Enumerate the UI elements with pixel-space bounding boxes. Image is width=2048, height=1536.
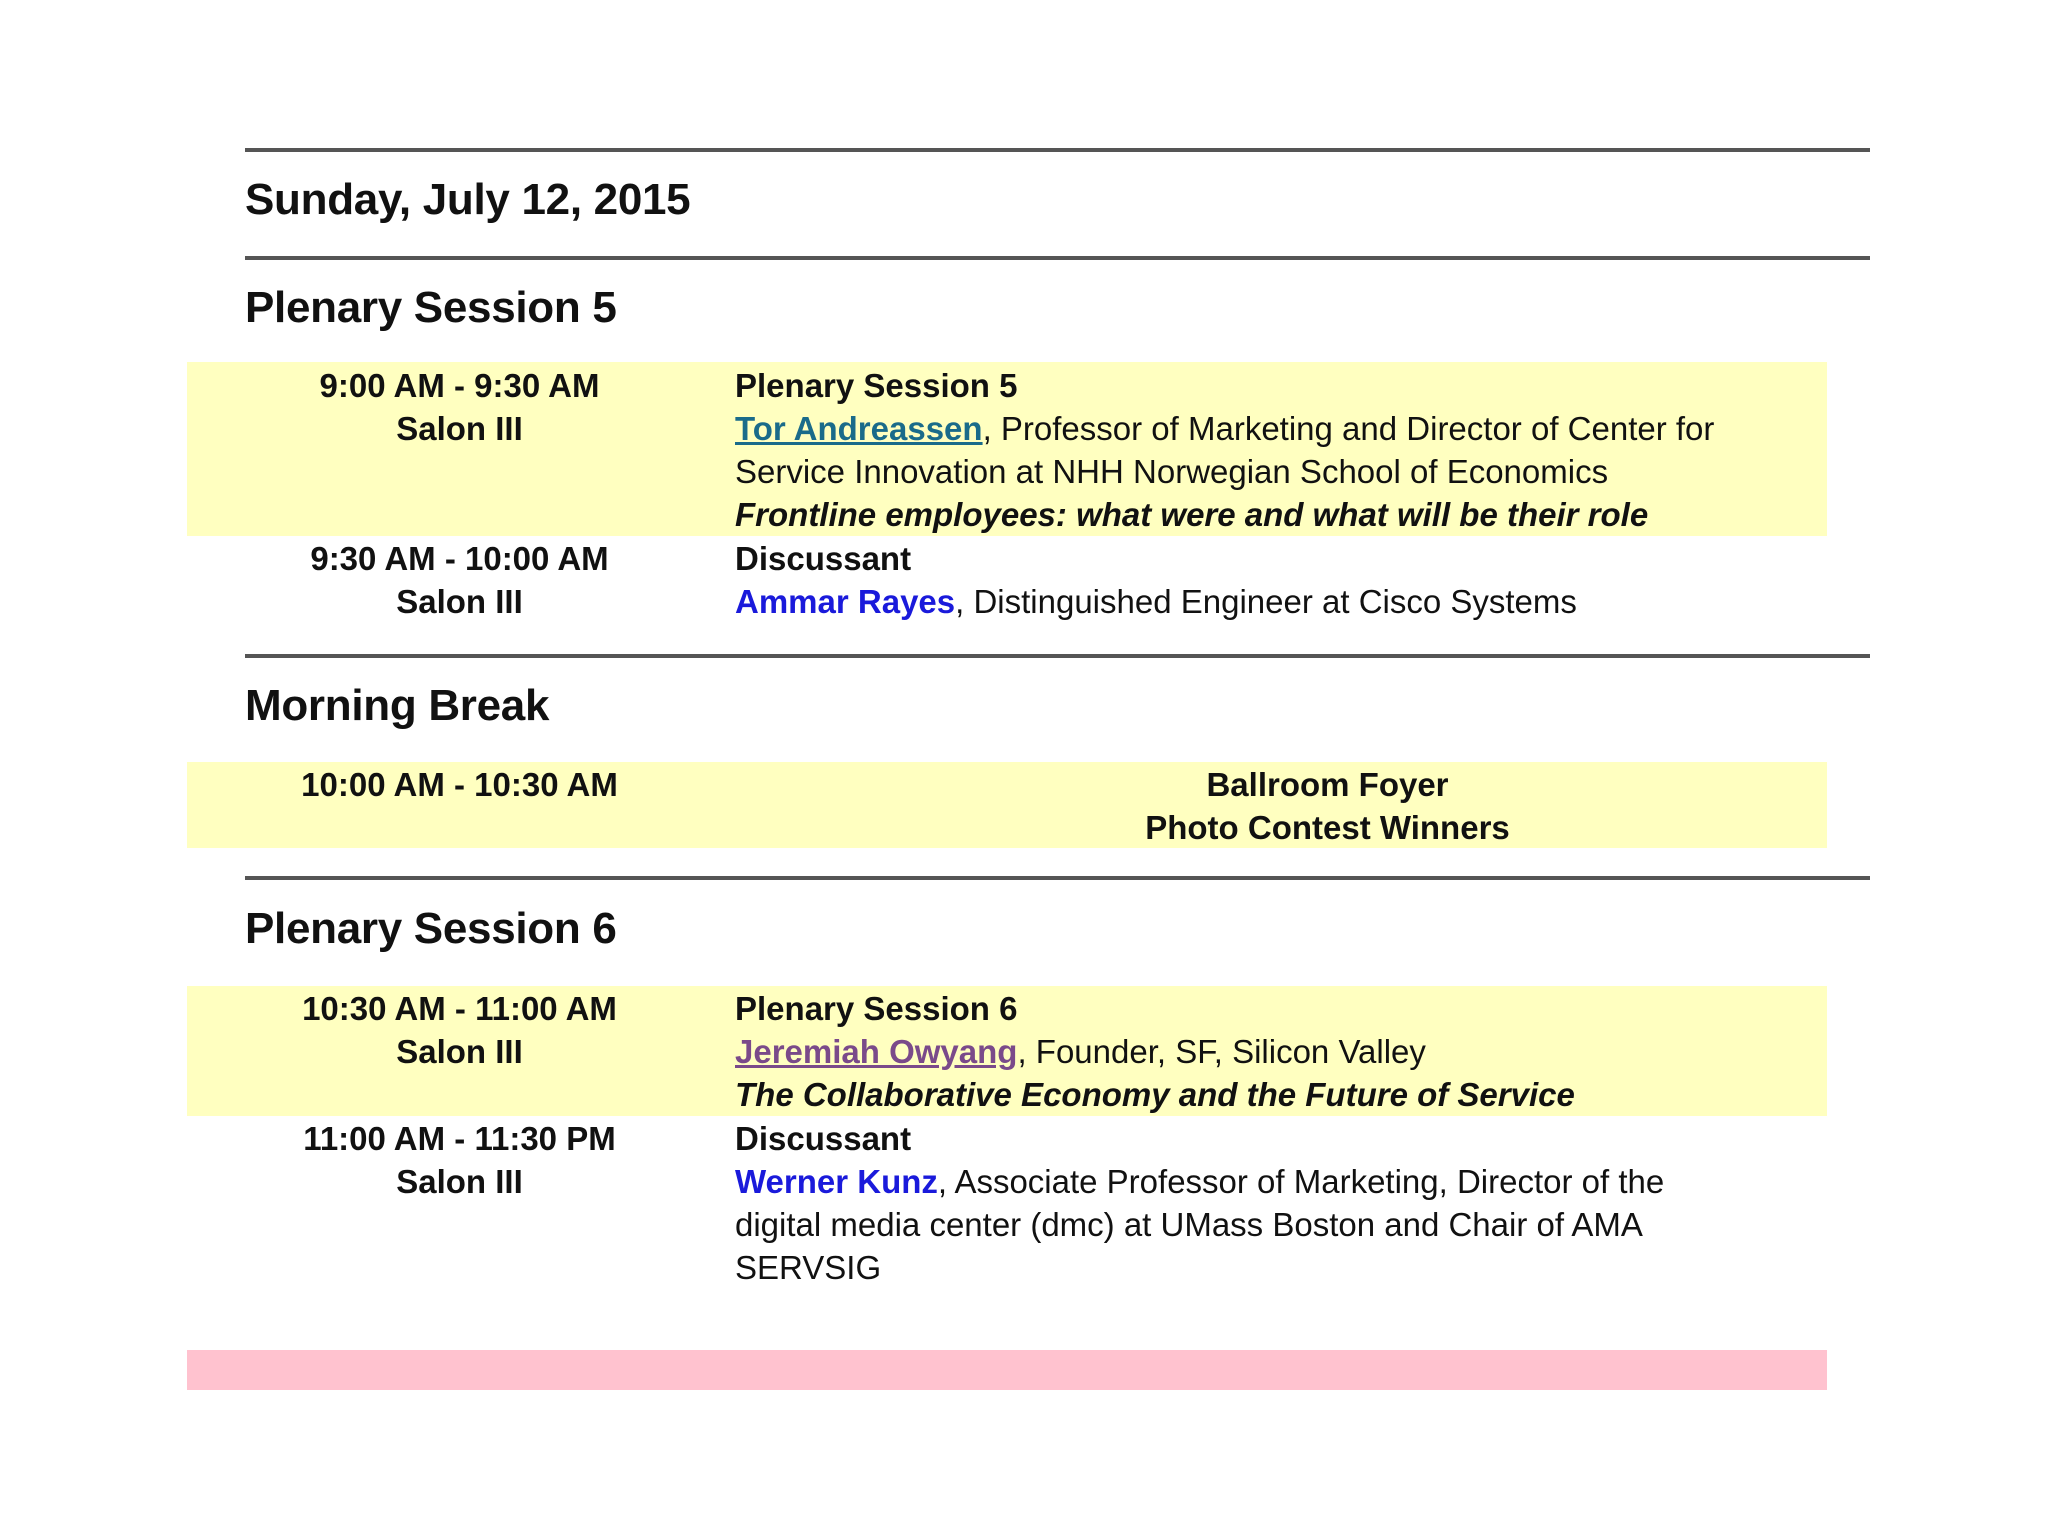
speaker-link-jeremiah-owyang[interactable]: Jeremiah Owyang (735, 1033, 1018, 1070)
session-title: Plenary Session 6 (735, 990, 1018, 1027)
speaker-affiliation: , Associate Professor of Marketing, Director of the (937, 1163, 1665, 1200)
session-title: Discussant (735, 540, 912, 577)
detail-cell (735, 987, 1820, 1116)
speaker-link-ammar-rayes[interactable]: Ammar Rayes (735, 583, 956, 620)
section-heading-plenary-5: Plenary Session 5 (245, 283, 617, 332)
footer-band (187, 1350, 1827, 1390)
room-label: Salon III (396, 410, 523, 447)
speaker-affiliation: , Founder, SF, Silicon Valley (1017, 1033, 1426, 1070)
detail-cell (735, 1117, 1820, 1289)
speaker-affiliation: , Professor of Marketing and Director of Center for (982, 410, 1715, 447)
time-cell (187, 987, 732, 1073)
room-label: Salon III (396, 583, 523, 620)
speaker-line (735, 580, 1820, 623)
speaker-line (735, 407, 1820, 450)
time-range: 9:00 AM - 9:30 AM (319, 367, 600, 404)
date-heading: Sunday, July 12, 2015 (245, 175, 691, 224)
time-cell (187, 364, 732, 450)
session-title: Discussant (735, 1120, 912, 1157)
time-cell (187, 1117, 732, 1203)
time-range: 11:00 AM - 11:30 PM (303, 1120, 616, 1157)
speaker-line (735, 1030, 1820, 1073)
time-cell (187, 537, 732, 623)
break-note: Photo Contest Winners (1145, 809, 1510, 846)
location-label: Ballroom Foyer (1206, 766, 1449, 803)
divider (245, 148, 1870, 152)
speaker-link-werner-kunz[interactable]: Werner Kunz (735, 1163, 938, 1200)
speaker-affiliation-continued: SERVSIG (735, 1249, 882, 1286)
divider (245, 876, 1870, 880)
time-range: 10:30 AM - 11:00 AM (302, 990, 617, 1027)
room-label: Salon III (396, 1163, 523, 1200)
talk-title: The Collaborative Economy and the Future of Service (735, 1076, 1575, 1113)
session-title: Plenary Session 5 (735, 367, 1018, 404)
detail-cell (735, 537, 1820, 623)
section-heading-plenary-6: Plenary Session 6 (245, 904, 617, 953)
time-range: 10:00 AM - 10:30 AM (301, 766, 618, 803)
talk-title: Frontline employees: what were and what will be their role (735, 496, 1649, 533)
speaker-affiliation: , Distinguished Engineer at Cisco Systems (955, 583, 1577, 620)
divider (245, 654, 1870, 658)
section-heading-morning-break: Morning Break (245, 681, 550, 730)
speaker-affiliation-continued: Service Innovation at NHH Norwegian School of Economics (735, 453, 1609, 490)
speaker-line (735, 1160, 1820, 1203)
detail-cell (735, 763, 1920, 849)
divider (245, 256, 1870, 260)
speaker-affiliation-continued: digital media center (dmc) at UMass Boston and Chair of AMA (735, 1206, 1643, 1243)
room-label: Salon III (396, 1033, 523, 1070)
time-cell (187, 763, 732, 806)
speaker-link-tor-andreassen[interactable]: Tor Andreassen (735, 410, 983, 447)
time-range: 9:30 AM - 10:00 AM (310, 540, 609, 577)
detail-cell (735, 364, 1820, 536)
